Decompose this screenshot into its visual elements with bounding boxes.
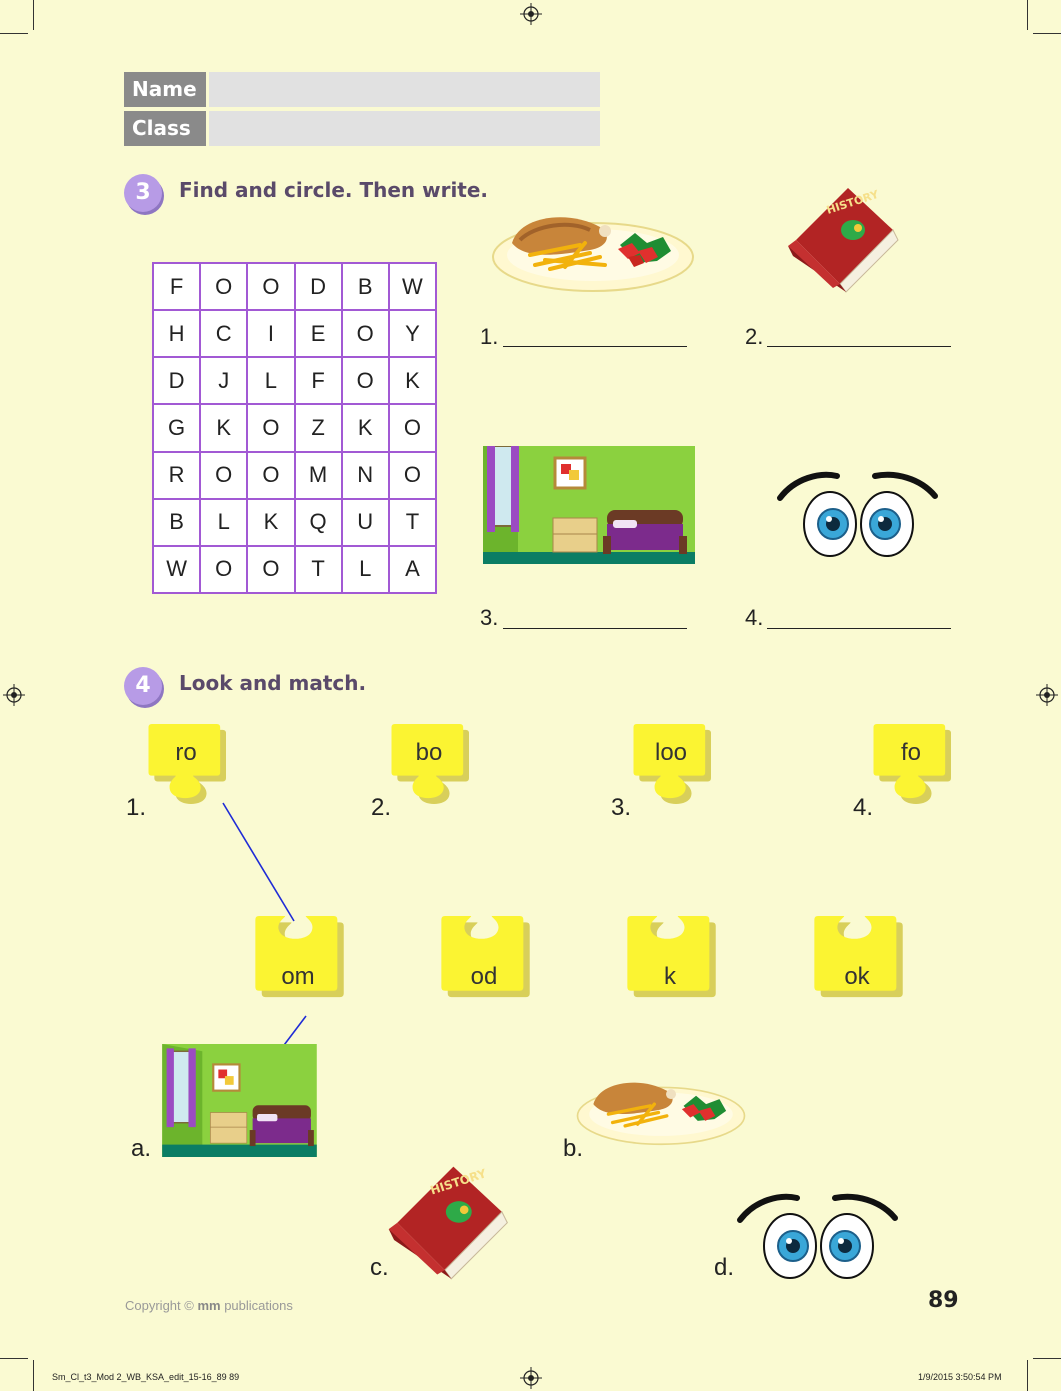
copyright-suffix: publications	[224, 1298, 293, 1313]
grid-cell[interactable]: K	[247, 499, 294, 546]
write-line-number: 2.	[745, 324, 764, 349]
grid-cell[interactable]: O	[247, 404, 294, 451]
puzzle-number: 3.	[611, 794, 632, 821]
crop-mark	[1033, 33, 1061, 34]
copyright-prefix: Copyright ©	[125, 1298, 194, 1313]
grid-cell[interactable]: O	[389, 452, 436, 499]
grid-cell[interactable]: O	[389, 404, 436, 451]
grid-cell[interactable]: U	[342, 499, 389, 546]
grid-cell[interactable]: T	[389, 499, 436, 546]
grid-cell[interactable]: F	[153, 263, 200, 310]
eyes-picture	[775, 466, 940, 560]
grid-cell[interactable]: D	[153, 357, 200, 404]
exercise-3-instruction: Find and circle. Then write.	[179, 178, 489, 202]
bedroom-picture	[162, 1044, 317, 1157]
registration-mark-icon	[3, 684, 25, 706]
grid-cell[interactable]: R	[153, 452, 200, 499]
print-slug-date: 1/9/2015 3:50:54 PM	[918, 1372, 1002, 1382]
registration-mark-icon	[1036, 684, 1058, 706]
exercise-3-badge: 3	[124, 174, 162, 212]
registration-mark-icon	[520, 3, 542, 25]
class-field[interactable]	[209, 111, 600, 146]
puzzle-piece-text: fo	[900, 739, 921, 766]
crop-mark	[1033, 1358, 1061, 1359]
exercise-4-badge: 4	[124, 667, 162, 705]
puzzle-piece-text: bo	[415, 739, 443, 766]
registration-mark-icon	[520, 1367, 542, 1389]
grid-cell[interactable]: O	[200, 546, 247, 593]
grid-cell[interactable]: L	[247, 357, 294, 404]
grid-cell[interactable]: K	[200, 404, 247, 451]
puzzle-piece-text: k	[664, 963, 676, 990]
grid-cell[interactable]: A	[389, 546, 436, 593]
eyes-picture	[735, 1188, 900, 1282]
grid-cell[interactable]: D	[295, 263, 342, 310]
grid-cell[interactable]: O	[200, 263, 247, 310]
grid-cell[interactable]: O	[247, 452, 294, 499]
grid-cell[interactable]: H	[153, 310, 200, 357]
grid-cell[interactable]: W	[389, 263, 436, 310]
puzzle-number: 4.	[853, 794, 874, 821]
print-slug-file: Sm_Cl_t3_Mod 2_WB_KSA_edit_15-16_89 89	[52, 1372, 240, 1382]
book-title-text: HISTORY	[824, 187, 881, 217]
name-field[interactable]	[209, 72, 600, 107]
picture-letter: c.	[370, 1254, 389, 1281]
puzzle-piece-text: od	[470, 963, 498, 990]
grid-cell[interactable]: O	[342, 357, 389, 404]
grid-cell[interactable]: J	[200, 357, 247, 404]
grid-cell[interactable]: M	[295, 452, 342, 499]
page-number: 89	[928, 1288, 959, 1313]
name-label: Name	[124, 72, 206, 107]
food-plate-picture	[575, 1072, 747, 1148]
write-line-2[interactable]	[767, 346, 951, 347]
puzzle-piece-text: om	[281, 963, 315, 990]
puzzle-piece-text: ro	[175, 739, 197, 766]
grid-cell[interactable]: O	[247, 263, 294, 310]
write-line-4[interactable]	[767, 628, 951, 629]
write-line-number: 4.	[745, 605, 764, 630]
crop-mark	[0, 33, 28, 34]
word-search-grid[interactable]	[152, 262, 437, 594]
grid-cell[interactable]: N	[342, 452, 389, 499]
copyright-text	[125, 1298, 293, 1313]
grid-cell[interactable]: K	[342, 404, 389, 451]
grid-cell[interactable]: F	[295, 357, 342, 404]
puzzle-piece-text: ok	[844, 963, 870, 990]
grid-cell[interactable]: O	[342, 310, 389, 357]
puzzle-number: 2.	[371, 794, 392, 821]
grid-cell[interactable]: K	[389, 357, 436, 404]
crop-mark	[33, 0, 34, 30]
grid-cell[interactable]: Q	[295, 499, 342, 546]
copyright-brand: mm	[197, 1298, 221, 1313]
grid-cell[interactable]: T	[295, 546, 342, 593]
grid-cell[interactable]: I	[247, 310, 294, 357]
grid-cell[interactable]: G	[153, 404, 200, 451]
puzzle-piece-text: loo	[654, 739, 688, 766]
grid-cell[interactable]: B	[342, 263, 389, 310]
food-plate-picture	[490, 205, 696, 295]
grid-cell[interactable]: L	[200, 499, 247, 546]
picture-letter: b.	[563, 1135, 584, 1162]
write-line-number: 3.	[480, 605, 499, 630]
history-book-picture	[778, 180, 908, 295]
crop-mark	[0, 1358, 28, 1359]
grid-cell[interactable]: O	[247, 546, 294, 593]
picture-letter: a.	[131, 1135, 152, 1162]
write-line-1[interactable]	[503, 346, 687, 347]
book-title-text: HISTORY	[428, 1166, 489, 1198]
crop-mark	[33, 1360, 34, 1391]
picture-letter: d.	[714, 1254, 735, 1281]
grid-cell[interactable]: Y	[389, 310, 436, 357]
grid-cell[interactable]: Z	[295, 404, 342, 451]
exercise-4-instruction: Look and match.	[179, 671, 367, 695]
grid-cell[interactable]: C	[200, 310, 247, 357]
class-label: Class	[124, 111, 206, 146]
grid-cell[interactable]: L	[342, 546, 389, 593]
grid-cell[interactable]: W	[153, 546, 200, 593]
grid-cell[interactable]: B	[153, 499, 200, 546]
history-book-picture	[374, 1158, 522, 1282]
write-line-3[interactable]	[503, 628, 687, 629]
bedroom-picture	[483, 446, 695, 564]
grid-cell[interactable]: E	[295, 310, 342, 357]
crop-mark	[1027, 1360, 1028, 1391]
puzzle-number: 1.	[126, 794, 147, 821]
grid-cell[interactable]: O	[200, 452, 247, 499]
write-line-number: 1.	[480, 324, 499, 349]
crop-mark	[1027, 0, 1028, 30]
